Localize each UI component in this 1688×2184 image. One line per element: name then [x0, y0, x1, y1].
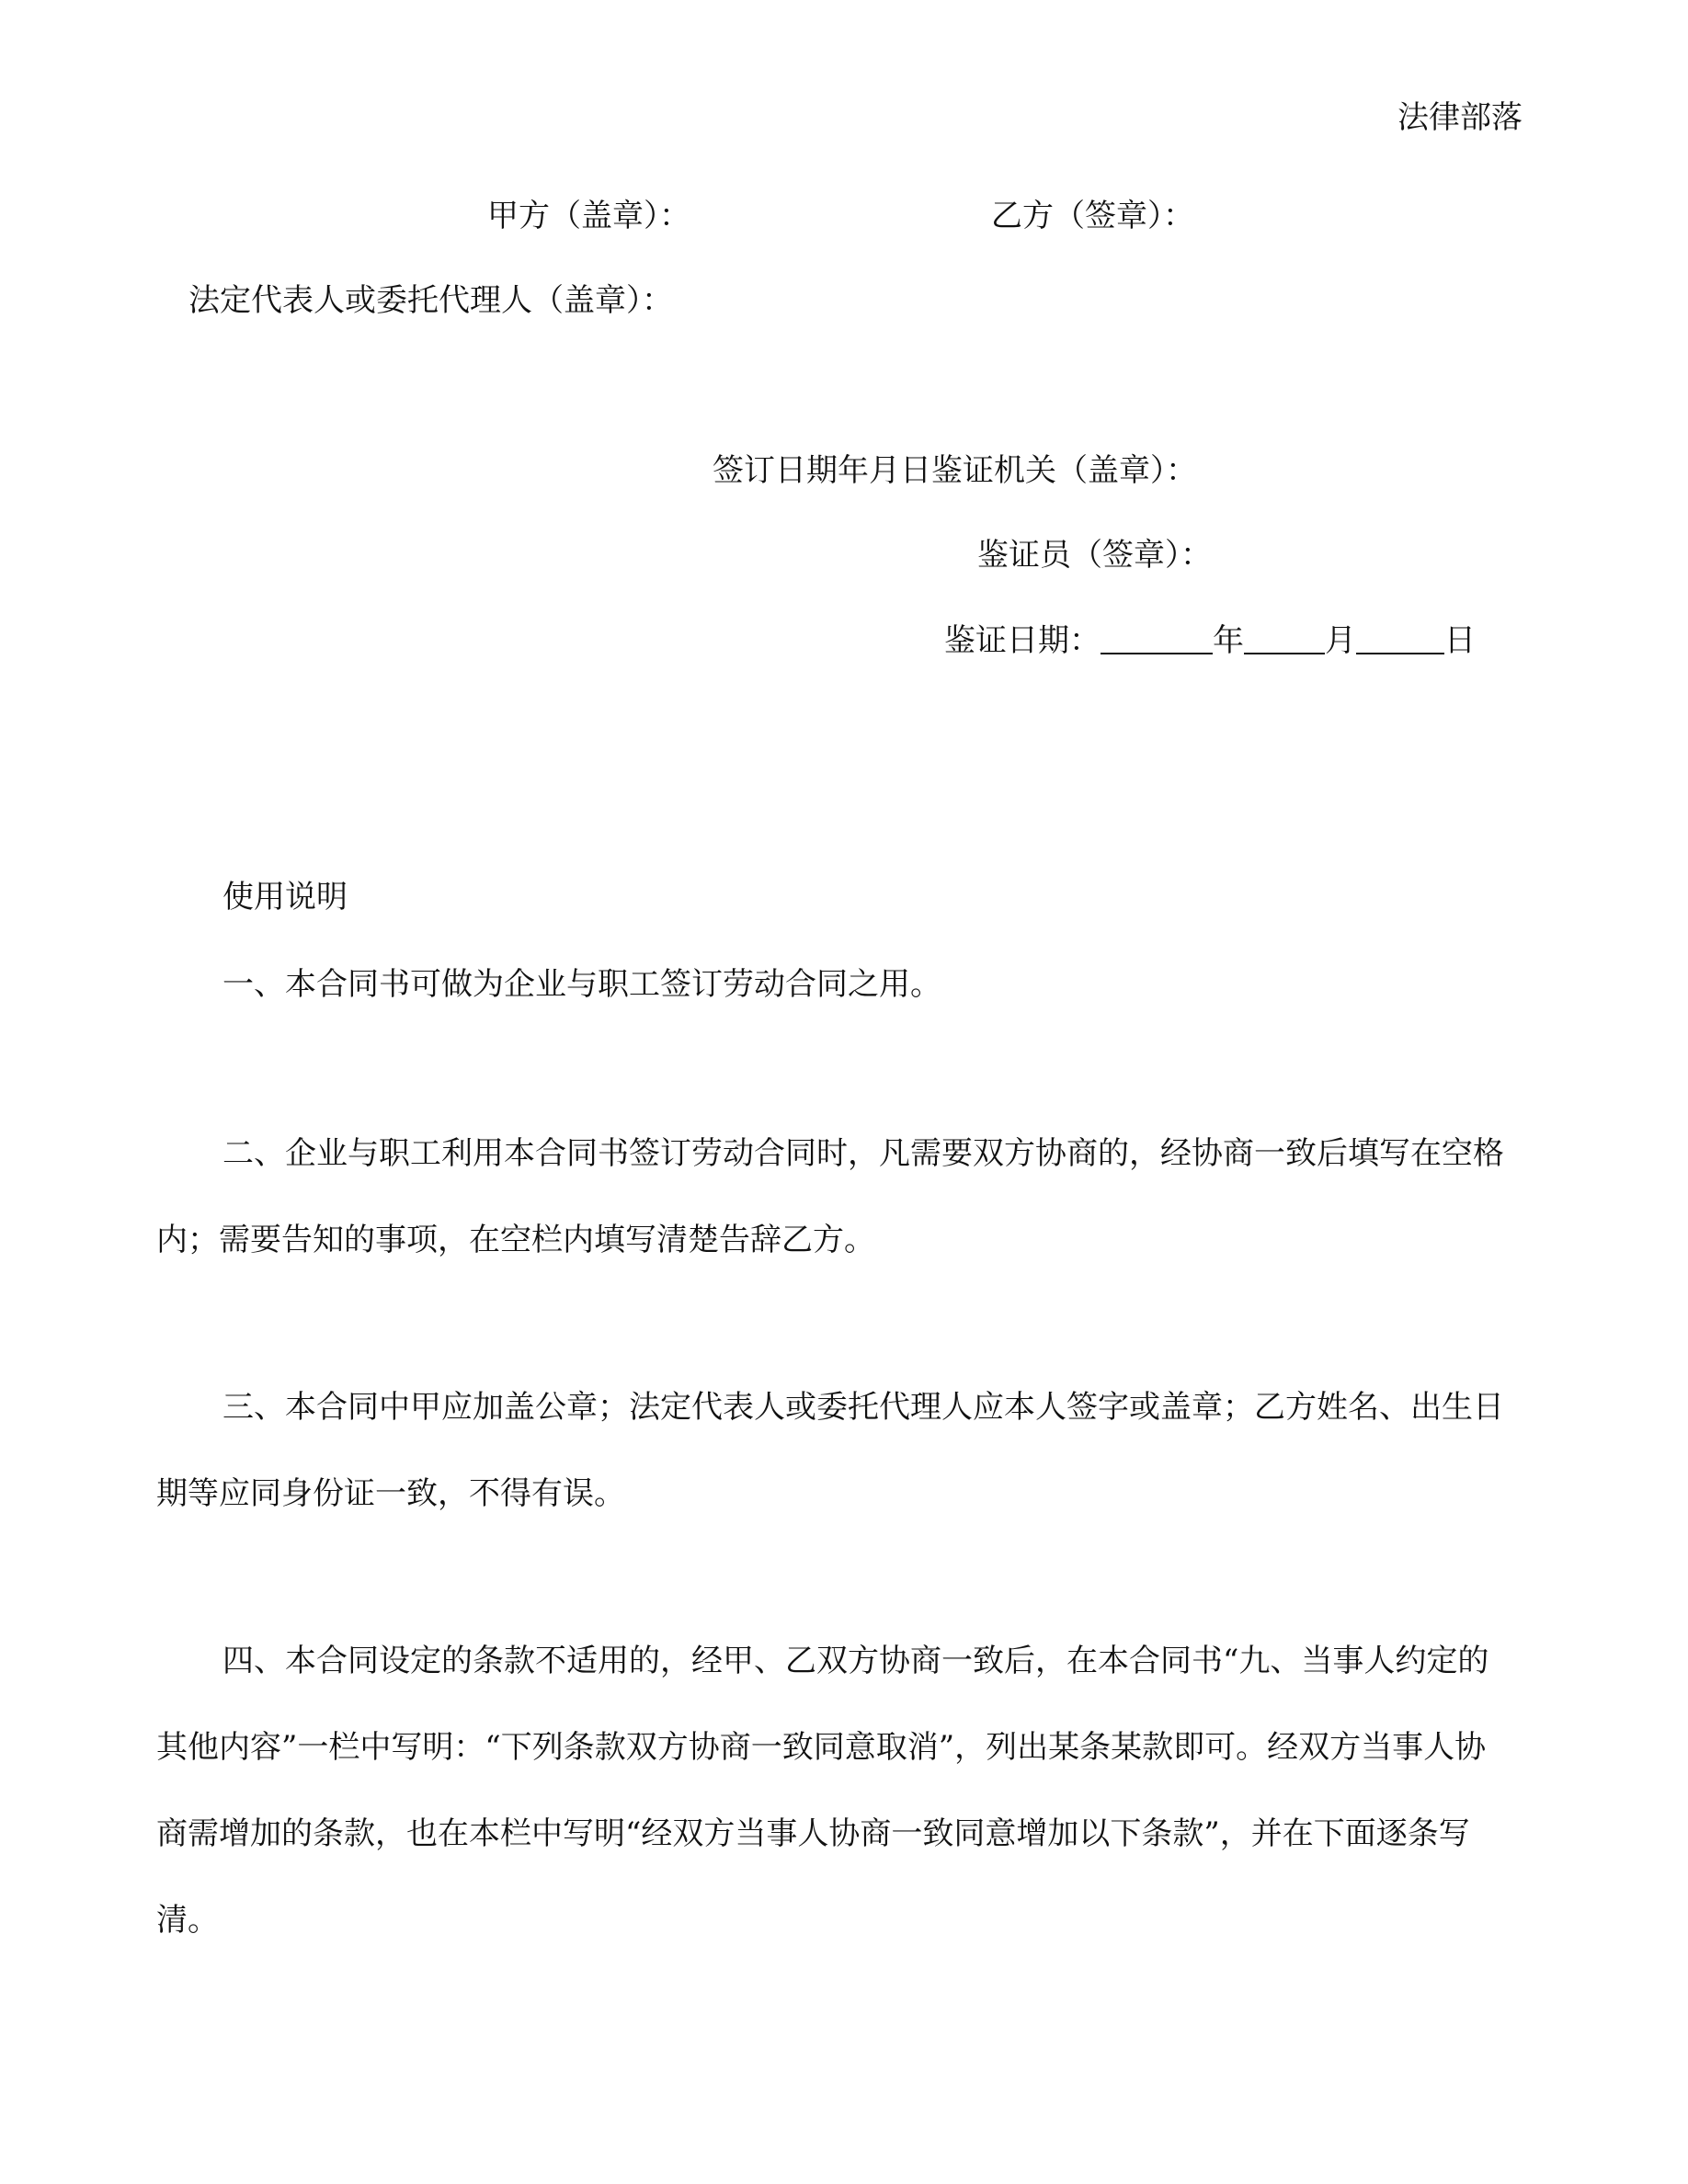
header-brand: 法律部落: [1397, 99, 1523, 136]
verify-date-line: [944, 621, 1476, 659]
party-b-seal: 乙方（签章）：: [991, 198, 1194, 234]
year-blank: [1101, 621, 1213, 654]
day-label: 日: [1444, 622, 1476, 659]
sign-date-authority: 签订日期年月日鉴证机关（盖章）：: [713, 452, 1197, 489]
legal-representative-seal: 法定代表人或委托代理人（盖章）：: [188, 282, 673, 319]
verifier-signature: 鉴证员（签章）：: [977, 537, 1212, 574]
month-blank: [1244, 621, 1325, 654]
instruction-item-3: 三、本合同中甲应加盖公章；法定代表人或委托代理人应本人签字或盖章；乙方姓名、出生日期等应同身份证一致，不得有误。: [156, 1389, 1504, 1512]
instruction-item-1: 一、本合同书可做为企业与职工签订劳动合同之用。: [222, 966, 941, 1003]
day-blank: [1356, 621, 1444, 654]
instruction-item-4: 四、本合同设定的条款不适用的，经甲、乙双方协商一致后，在本合同书“九、当事人约定的其他内容”一栏中写明：“下列条款双方协商一致同意取消”，列出某条某款即可。经双方当事人协商需增加的条款，也在本栏中写明“经双方当事人协商一致同意增加以下条款”，并在下面逐条写清。: [156, 1643, 1489, 1939]
instruction-item-2: 二、企业与职工利用本合同书签订劳动合同时，凡需要双方协商的，经协商一致后填写在空格内；需要告知的事项，在空栏内填写清楚告辞乙方。: [156, 1135, 1504, 1258]
party-a-seal: 甲方（盖章）：: [487, 198, 690, 234]
month-label: 月: [1325, 622, 1356, 659]
year-label: 年: [1213, 622, 1244, 659]
verify-date-label: 鉴证日期：: [944, 622, 1101, 659]
instructions-title: 使用说明: [222, 879, 348, 916]
